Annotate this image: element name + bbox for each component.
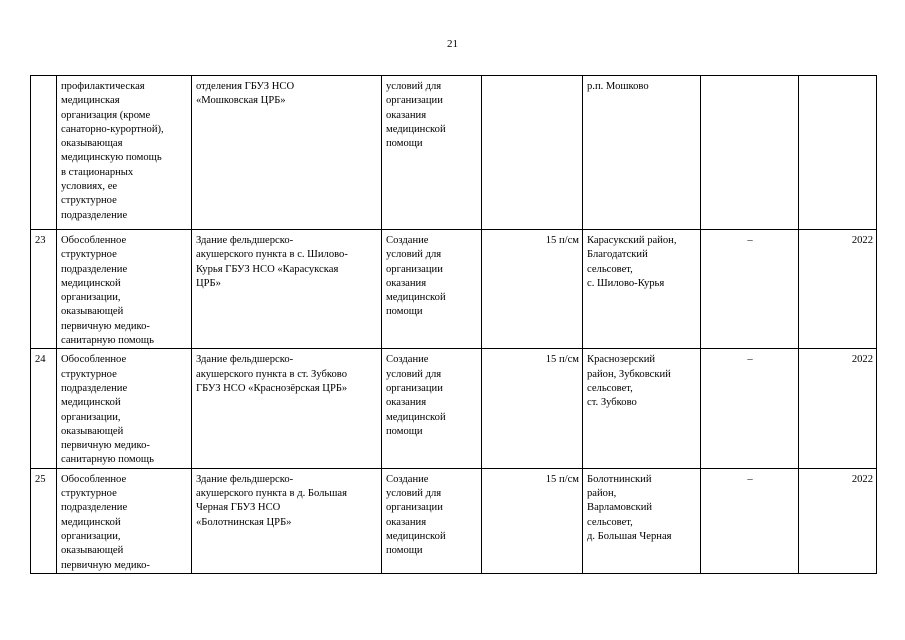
column-7-cell: – <box>701 230 799 349</box>
row-number-cell: 24 <box>31 349 57 468</box>
column-7-cell <box>701 76 799 230</box>
capacity-cell: 15 п/см <box>482 349 583 468</box>
location-cell: Карасукский район, Благодатский сельсовет, с. Шилово-Курья <box>583 230 701 349</box>
table-row <box>31 468 877 573</box>
row-number-cell: 23 <box>31 230 57 349</box>
year-cell: 2022 <box>799 230 877 349</box>
purpose-cell: Создание условий для организации оказания медицинской помощи <box>382 349 482 468</box>
facility-name-cell: Здание фельдшерско- акушерского пункта в ст. Зубково ГБУЗ НСО «Краснозёрская ЦРБ» <box>192 349 382 468</box>
organization-type-cell: Обособленное структурное подразделение медицинской организации, оказывающей первичную медико- санитарную помощь <box>57 230 192 349</box>
table-row <box>31 349 877 468</box>
purpose-cell: Создание условий для организации оказания медицинской помощи <box>382 468 482 573</box>
row-number-cell <box>31 76 57 230</box>
row-number-cell: 25 <box>31 468 57 573</box>
location-cell: Болотнинский район, Варламовский сельсовет, д. Большая Черная <box>583 468 701 573</box>
capacity-cell: 15 п/см <box>482 468 583 573</box>
organization-type-cell: профилактическая медицинская организация (кроме санаторно-курортной), оказывающая медицинскую помощь в стационарных условиях, ее структурное подразделение <box>57 76 192 230</box>
column-7-cell: – <box>701 468 799 573</box>
table-row <box>31 230 877 349</box>
facility-name-cell: отделения ГБУЗ НСО «Мошковская ЦРБ» <box>192 76 382 230</box>
capacity-cell: 15 п/см <box>482 230 583 349</box>
capacity-cell <box>482 76 583 230</box>
facilities-table <box>30 75 877 574</box>
table-row <box>31 76 877 230</box>
page-number: 21 <box>447 38 458 50</box>
column-7-cell: – <box>701 349 799 468</box>
year-cell <box>799 76 877 230</box>
purpose-cell: Создание условий для организации оказания медицинской помощи <box>382 230 482 349</box>
location-cell: Краснозерский район, Зубковский сельсовет, ст. Зубково <box>583 349 701 468</box>
year-cell: 2022 <box>799 468 877 573</box>
facility-name-cell: Здание фельдшерско- акушерского пункта в с. Шилово- Курья ГБУЗ НСО «Карасукская ЦРБ» <box>192 230 382 349</box>
year-cell: 2022 <box>799 349 877 468</box>
facility-name-cell: Здание фельдшерско- акушерского пункта в д. Большая Черная ГБУЗ НСО «Болотнинская ЦРБ» <box>192 468 382 573</box>
organization-type-cell: Обособленное структурное подразделение медицинской организации, оказывающей первичную медико- <box>57 468 192 573</box>
organization-type-cell: Обособленное структурное подразделение медицинской организации, оказывающей первичную медико- санитарную помощь <box>57 349 192 468</box>
location-cell: р.п. Мошково <box>583 76 701 230</box>
purpose-cell: условий для организации оказания медицинской помощи <box>382 76 482 230</box>
